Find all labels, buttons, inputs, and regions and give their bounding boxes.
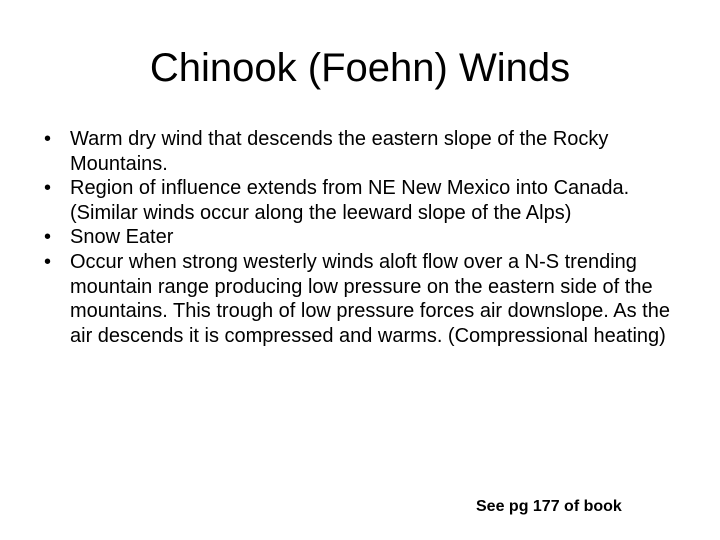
bullet-item xyxy=(44,225,694,250)
bullet-text: Snow Eater xyxy=(70,226,174,249)
page-reference-note: See pg 177 of book xyxy=(476,498,622,515)
slide-title: Chinook (Foehn) Winds xyxy=(149,46,571,90)
bullet-list xyxy=(44,127,694,348)
bullet-item xyxy=(44,176,694,225)
bullet-text: Region of influence extends from NE New Mexico into Canada. (Similar winds occur along the leeward slope of the Alps) xyxy=(70,177,630,224)
bullet-item xyxy=(44,127,694,176)
bullet-icon: • xyxy=(44,177,52,200)
bullet-text: Occur when strong westerly winds aloft flow over a N-S trending mountain range producing low pressure on the eastern side of the mountains. This trough of low pressure forces air downslope. As the air descends it is compressed and warms. (Compressional heating) xyxy=(70,250,670,347)
bullet-icon: • xyxy=(44,250,52,273)
bullet-item xyxy=(44,250,694,348)
bullet-icon: • xyxy=(44,128,52,150)
bullet-icon: • xyxy=(44,226,52,249)
bullet-text: Warm dry wind that descends the eastern slope of the Rocky Mountains. xyxy=(70,128,609,175)
